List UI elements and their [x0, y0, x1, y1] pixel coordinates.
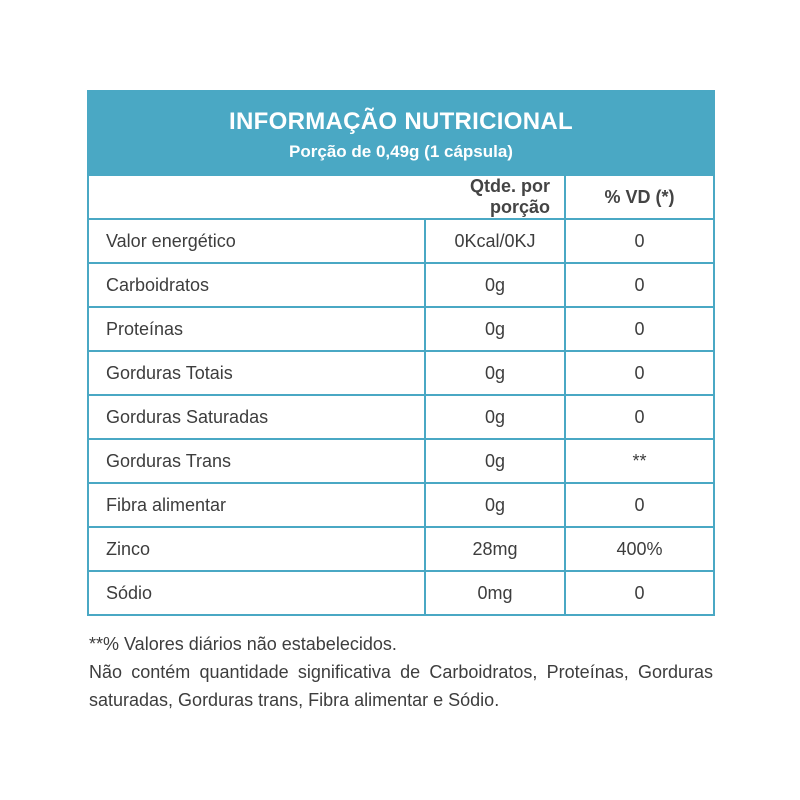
- nutrient-quantity: 0g: [425, 483, 565, 527]
- nutrient-quantity: 0g: [425, 263, 565, 307]
- table-row: [88, 307, 714, 351]
- nutrient-daily-value: 0: [565, 351, 714, 395]
- nutrient-name: Proteínas: [88, 307, 425, 351]
- nutrient-name: Gorduras Saturadas: [88, 395, 425, 439]
- nutrient-name: Gorduras Totais: [88, 351, 425, 395]
- nutrient-quantity: 0g: [425, 439, 565, 483]
- nutrient-name: Gorduras Trans: [88, 439, 425, 483]
- table-row: [88, 351, 714, 395]
- footnote-not-significant: Não contém quantidade significativa de Carboidratos, Proteínas, Gorduras saturadas, Gorduras trans, Fibra alimentar e Sódio.: [89, 662, 713, 710]
- nutrient-name: Sódio: [88, 571, 425, 615]
- nutrient-name: Zinco: [88, 527, 425, 571]
- table-header: [88, 91, 714, 175]
- nutrient-quantity: 0mg: [425, 571, 565, 615]
- footnotes: [89, 630, 713, 714]
- table-row: [88, 263, 714, 307]
- nutrient-daily-value: 400%: [565, 527, 714, 571]
- nutrient-quantity: 0Kcal/0KJ: [425, 219, 565, 263]
- nutrient-daily-value: 0: [565, 483, 714, 527]
- nutrition-table: [87, 90, 715, 616]
- column-header-row: [88, 175, 714, 219]
- table-row: [88, 483, 714, 527]
- table-row: [88, 219, 714, 263]
- table-row: [88, 527, 714, 571]
- table-row: [88, 395, 714, 439]
- table-row: [88, 439, 714, 483]
- serving-size: Porção de 0,49g (1 cápsula): [289, 142, 513, 161]
- nutrition-label: [87, 90, 713, 616]
- column-header-blank: [88, 175, 425, 219]
- column-header-quantity: Qtde. por porção: [425, 175, 565, 219]
- nutrient-daily-value: 0: [565, 263, 714, 307]
- nutrient-daily-value: **: [565, 439, 714, 483]
- nutrient-quantity: 0g: [425, 307, 565, 351]
- table-header-row: [88, 91, 714, 175]
- nutrient-name: Valor energético: [88, 219, 425, 263]
- nutrient-daily-value: 0: [565, 307, 714, 351]
- nutrient-daily-value: 0: [565, 571, 714, 615]
- nutrient-quantity: 28mg: [425, 527, 565, 571]
- table-title: INFORMAÇÃO NUTRICIONAL: [229, 108, 573, 135]
- column-header-daily-value: % VD (*): [565, 175, 714, 219]
- nutrient-daily-value: 0: [565, 219, 714, 263]
- nutrient-name: Carboidratos: [88, 263, 425, 307]
- table-row: [88, 571, 714, 615]
- nutrient-quantity: 0g: [425, 351, 565, 395]
- nutrient-quantity: 0g: [425, 395, 565, 439]
- footnote-daily-values: **% Valores diários não estabelecidos.: [89, 634, 397, 654]
- nutrient-name: Fibra alimentar: [88, 483, 425, 527]
- nutrient-daily-value: 0: [565, 395, 714, 439]
